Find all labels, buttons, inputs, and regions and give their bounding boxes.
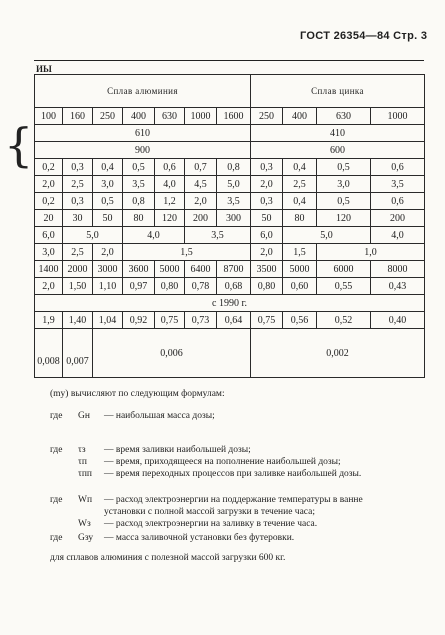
table-cell: 120	[155, 210, 185, 227]
formula-symbol: τз	[78, 445, 86, 455]
text-lead: где	[50, 411, 63, 421]
table-cell: 2,0	[35, 176, 63, 193]
table-cell: 5000	[155, 261, 185, 278]
table-cell: 6000	[317, 261, 371, 278]
table-cell: 0,78	[185, 278, 217, 295]
text-lead: где	[50, 495, 63, 505]
table-cell: 1,04	[93, 312, 123, 329]
table-cell: 1600	[217, 108, 251, 125]
table-cell: 0,8	[217, 159, 251, 176]
formula-symbol: Wз	[78, 519, 91, 529]
text-line: — расход электроэнергии на заливку в течение часа.	[104, 519, 318, 529]
table-cell: 3,0	[93, 176, 123, 193]
table-cell: 2,0	[185, 193, 217, 210]
text-line: — время переходных процессов при заливке наибольшей дозы.	[104, 469, 362, 479]
table-row	[35, 108, 425, 125]
body-text	[50, 494, 363, 530]
table-cell: 1,5	[123, 244, 251, 261]
text-line: — масса заливочной установки без футеровки.	[104, 533, 295, 543]
table-cell: 6,0	[251, 227, 283, 244]
table-cell: 1,10	[93, 278, 123, 295]
table-cell: 20	[35, 210, 63, 227]
table-cell: 2,5	[63, 244, 93, 261]
table-cell: 0,80	[251, 278, 283, 295]
table-cell: 0,73	[185, 312, 217, 329]
table-cell: 0,3	[63, 193, 93, 210]
table-cell: 5,0	[217, 176, 251, 193]
table-cell: 0,7	[185, 159, 217, 176]
table-cell: 1,0	[317, 244, 425, 261]
table-cell: 610	[35, 125, 251, 142]
table-cell: 0,55	[317, 278, 371, 295]
table-cell: 2,0	[251, 176, 283, 193]
table-cell: 0,006	[93, 329, 251, 378]
table-cell: 0,5	[93, 193, 123, 210]
table-cell: 1000	[371, 108, 425, 125]
table-cell: 0,64	[217, 312, 251, 329]
table-cell: 100	[35, 108, 63, 125]
body-text	[50, 532, 294, 544]
body-text	[50, 388, 225, 400]
table-cell: 0,6	[371, 193, 425, 210]
table-cell: 0,68	[217, 278, 251, 295]
table-header-row	[35, 75, 425, 108]
text-line: — расход электроэнергии на поддержание температуры в ванне	[104, 495, 363, 505]
table-cell: 1000	[185, 108, 217, 125]
table-cell: 5,0	[283, 227, 371, 244]
table-row	[35, 176, 425, 193]
table-cell: 0,6	[155, 159, 185, 176]
table-row	[35, 278, 425, 295]
table-cell: 200	[371, 210, 425, 227]
text-line: для сплавов алюминия с полезной массой загрузки 600 кг.	[50, 553, 286, 563]
table-row	[35, 329, 425, 378]
text-lead: где	[50, 445, 63, 455]
table-cell: 2000	[63, 261, 93, 278]
page-header: ГОСТ 26354—84 Стр. 3	[300, 30, 428, 42]
table-cell: 0,43	[371, 278, 425, 295]
table-cell: 0,97	[123, 278, 155, 295]
text-lead: где	[50, 533, 63, 543]
table-cell: 300	[217, 210, 251, 227]
text-line: — наибольшая масса дозы;	[104, 411, 215, 421]
table-cell: 410	[251, 125, 425, 142]
table-row	[35, 295, 425, 312]
table-cell: 3,5	[185, 227, 251, 244]
table-cell: 0,2	[35, 193, 63, 210]
table-cell: 0,60	[283, 278, 317, 295]
table-cell: 0,8	[123, 193, 155, 210]
table-row	[35, 244, 425, 261]
table-cell: 4,0	[123, 227, 185, 244]
table-row	[35, 261, 425, 278]
table-row	[35, 312, 425, 329]
table-cell: 630	[155, 108, 185, 125]
table-cell: 3000	[93, 261, 123, 278]
table-cell: 0,56	[283, 312, 317, 329]
table-row	[35, 193, 425, 210]
table-cell: 3500	[251, 261, 283, 278]
table-cell: 2,0	[35, 278, 63, 295]
table-cell: 120	[317, 210, 371, 227]
table-cell: 3,0	[35, 244, 63, 261]
table-cell: 630	[317, 108, 371, 125]
margin-brace: {	[4, 118, 34, 172]
text-line: — время заливки наибольшей дозы;	[104, 445, 251, 455]
table-cell: 30	[63, 210, 93, 227]
table-cell: 1,2	[155, 193, 185, 210]
table-cell: 50	[251, 210, 283, 227]
table-cell: 3,5	[217, 193, 251, 210]
table-cell: 250	[93, 108, 123, 125]
table-cell: 0,75	[155, 312, 185, 329]
table-cell: 0,92	[123, 312, 155, 329]
body-text	[50, 410, 215, 422]
table-cell: 0,5	[317, 193, 371, 210]
table-cell: 400	[283, 108, 317, 125]
table-cell: 2,0	[251, 244, 283, 261]
table-cell: 0,008	[35, 329, 63, 378]
table-cell: 8700	[217, 261, 251, 278]
table-cell: 5,0	[63, 227, 123, 244]
table-cell: 0,52	[317, 312, 371, 329]
table-cell: 50	[93, 210, 123, 227]
table-cell: 900	[35, 142, 251, 159]
table-cell: 160	[63, 108, 93, 125]
table-cell: 0,80	[155, 278, 185, 295]
table-row	[35, 210, 425, 227]
top-rule	[34, 60, 424, 61]
body-text	[50, 552, 285, 564]
table-cell: 4,0	[371, 227, 425, 244]
table-cell: 1,50	[63, 278, 93, 295]
table-cell: 2,0	[93, 244, 123, 261]
table-cell: 250	[251, 108, 283, 125]
table-cell: 1,9	[35, 312, 63, 329]
table-cell: 4,0	[155, 176, 185, 193]
formula-symbol: Gн	[78, 411, 90, 421]
table-cell: 0,002	[251, 329, 425, 378]
text-line: (mу) вычисляют по следующим формулам:	[50, 389, 225, 399]
table-row	[35, 125, 425, 142]
table-cell: 400	[123, 108, 155, 125]
data-table	[34, 74, 425, 378]
table-cell: 0,3	[251, 159, 283, 176]
formula-symbol: τп	[78, 457, 87, 467]
table-cell: 1,40	[63, 312, 93, 329]
table-cell: 2,5	[283, 176, 317, 193]
table-cell: 80	[283, 210, 317, 227]
table-cell: 3600	[123, 261, 155, 278]
table-cell: 5000	[283, 261, 317, 278]
table-cell: 0,4	[283, 193, 317, 210]
formula-symbol: Wп	[78, 495, 93, 505]
table-cell: 80	[123, 210, 155, 227]
table-cell: 0,007	[63, 329, 93, 378]
table-cell: 0,6	[371, 159, 425, 176]
group-header-zinc: Сплав цинка	[251, 75, 425, 108]
table-cell: 200	[185, 210, 217, 227]
table-cell: 0,5	[317, 159, 371, 176]
table-cell: 2,5	[63, 176, 93, 193]
group-header-aluminium: Сплав алюминия	[35, 75, 251, 108]
table-cell: 4,5	[185, 176, 217, 193]
table-cell: 6400	[185, 261, 217, 278]
table-cell: 6,0	[35, 227, 63, 244]
table-cell: 3,0	[317, 176, 371, 193]
formula-symbol: Gзу	[78, 533, 94, 543]
table-cell: с 1990 г.	[35, 295, 425, 312]
table-cell: 0,4	[93, 159, 123, 176]
body-text	[50, 444, 361, 480]
table-row	[35, 142, 425, 159]
table-cell: 0,40	[371, 312, 425, 329]
table-cell: 1400	[35, 261, 63, 278]
table-cell: 0,4	[283, 159, 317, 176]
table-row	[35, 227, 425, 244]
table-cell: 3,5	[123, 176, 155, 193]
table-cell: 8000	[371, 261, 425, 278]
formula-symbol: τпп	[78, 469, 92, 479]
text-line: установки с полной массой загрузки в течение часа;	[104, 507, 315, 517]
table-cell: 0,5	[123, 159, 155, 176]
table-cell: 1,5	[283, 244, 317, 261]
table-cell: 600	[251, 142, 425, 159]
table-cell: 0,3	[63, 159, 93, 176]
table-cell: 0,2	[35, 159, 63, 176]
table-cell: 3,5	[371, 176, 425, 193]
table-row	[35, 159, 425, 176]
table-cell: 0,75	[251, 312, 283, 329]
text-line: — время, приходящееся на пополнение наибольшей дозы;	[104, 457, 341, 467]
table-title: ИЫ	[36, 64, 52, 74]
table-cell: 0,3	[251, 193, 283, 210]
